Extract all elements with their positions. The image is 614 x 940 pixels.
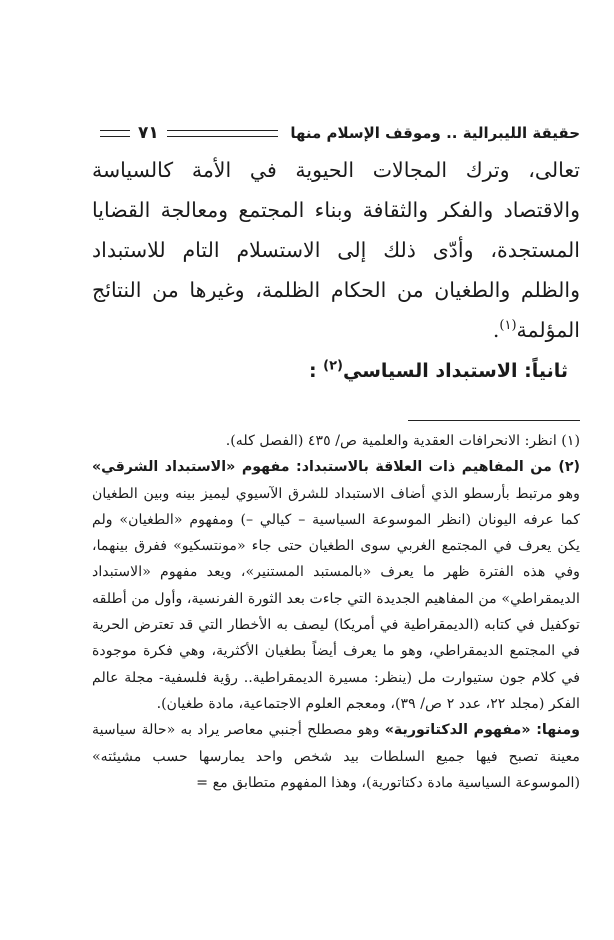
section-heading (92, 354, 568, 388)
footnote-3-body: وهو مصطلح أجنبي معاصر يراد به «حالة سياسية معينة تصبح فيها جميع السلطات بيد شخص واحد يمارسها حسب مشيئته» (الموسوعة السياسية مادة دكتاتورية)، وهذا المفهوم متطابق مع = (92, 722, 580, 791)
footnote-3-lead: ومنها: «مفهوم الدكتاتورية» (384, 722, 580, 739)
running-header (96, 118, 580, 148)
header-rule-short (100, 130, 130, 137)
footnote-1: (١) انظر: الانحرافات العقدية والعلمية ص/ ٤٣٥ (الفصل كله). (225, 433, 580, 449)
header-title: حقيقة الليبرالية .. وموقف الإسلام منها (290, 124, 580, 142)
body-paragraph-text: تعالى، وترك المجالات الحيوية في الأمة كالسياسة والاقتصاد والفكر والثقافة وبناء المجتمع ومعالجة القضايا المستجدة، وأدّى ذلك إلى الاستسلام التام للاستبداد والظلم والطغيان من الحكام الظلمة، وغيرها من النتائج المؤلمة (92, 158, 580, 342)
footnote-2-body: وهو مرتبط بأرسطو الذي أضاف الاستبداد للشرق الآسيوي ليميز بينه وبين الطغيان كما عرفه اليونان (انظر الموسوعة السياسية – كيالي –) ومفهوم «الطغيان» ولم يكن يعرف في المجتمع الغربي سوى الطغيان حتى جاء «مونتسكيو» ففرق بينهما، وفي هذه الفترة ظهر ما يعرف «بالمستبد المستنير»، ويعد مفهوم «الاستبداد الديمقراطي» من المفاهيم الجديدة التي جاءت بعد الثورة الفرنسية، وأول من أطلقه توكفيل في كتابه (الديمقراطية في أمريكا) ليصف به الأخطار التي قد تعترض الحرية في المجتمع الديمقراطي، وهو ما يعرف أيضاً بطغيان الأكثرية، وهي فكرة موجودة في كلام جون ستيوارت مل (ينظر: مسيرة الديمقراطية.. رؤية فلسفية- مجلة عالم الفكر (مجلد ٢٢، عدد ٢ ص/ ٣٩)، ومعجم العلوم الاجتماعية، مادة طغيان). (92, 485, 580, 712)
footnote-2 (92, 454, 580, 717)
footnote-ref-1: (١) (499, 318, 517, 334)
footnote-3 (92, 717, 580, 796)
footnote-separator (408, 420, 580, 421)
body-paragraph: تعالى، وترك المجالات الحيوية في الأمة كالسياسة والاقتصاد والفكر والثقافة وبناء المجتمع ومعالجة القضايا المستجدة، وأدّى ذلك إلى الاستسلام التام للاستبداد والظلم والطغيان من الحكام الظلمة، وغيرها من النتائج المؤلمة$^{(١)}$. (92, 158, 580, 342)
main-text (92, 150, 580, 350)
header-rule-long (167, 130, 279, 137)
section-heading-colon: : (308, 360, 324, 382)
footnotes (92, 428, 580, 796)
footnote-ref-2: (٢) (323, 358, 343, 374)
footnote-2-lead: (٢) من المفاهيم ذات العلاقة بالاستبداد: مفهوم «الاستبداد الشرقي» (92, 459, 580, 476)
page-number: ٧١ (138, 123, 159, 143)
section-heading-text: ثانياً: الاستبداد السياسي (343, 360, 568, 382)
